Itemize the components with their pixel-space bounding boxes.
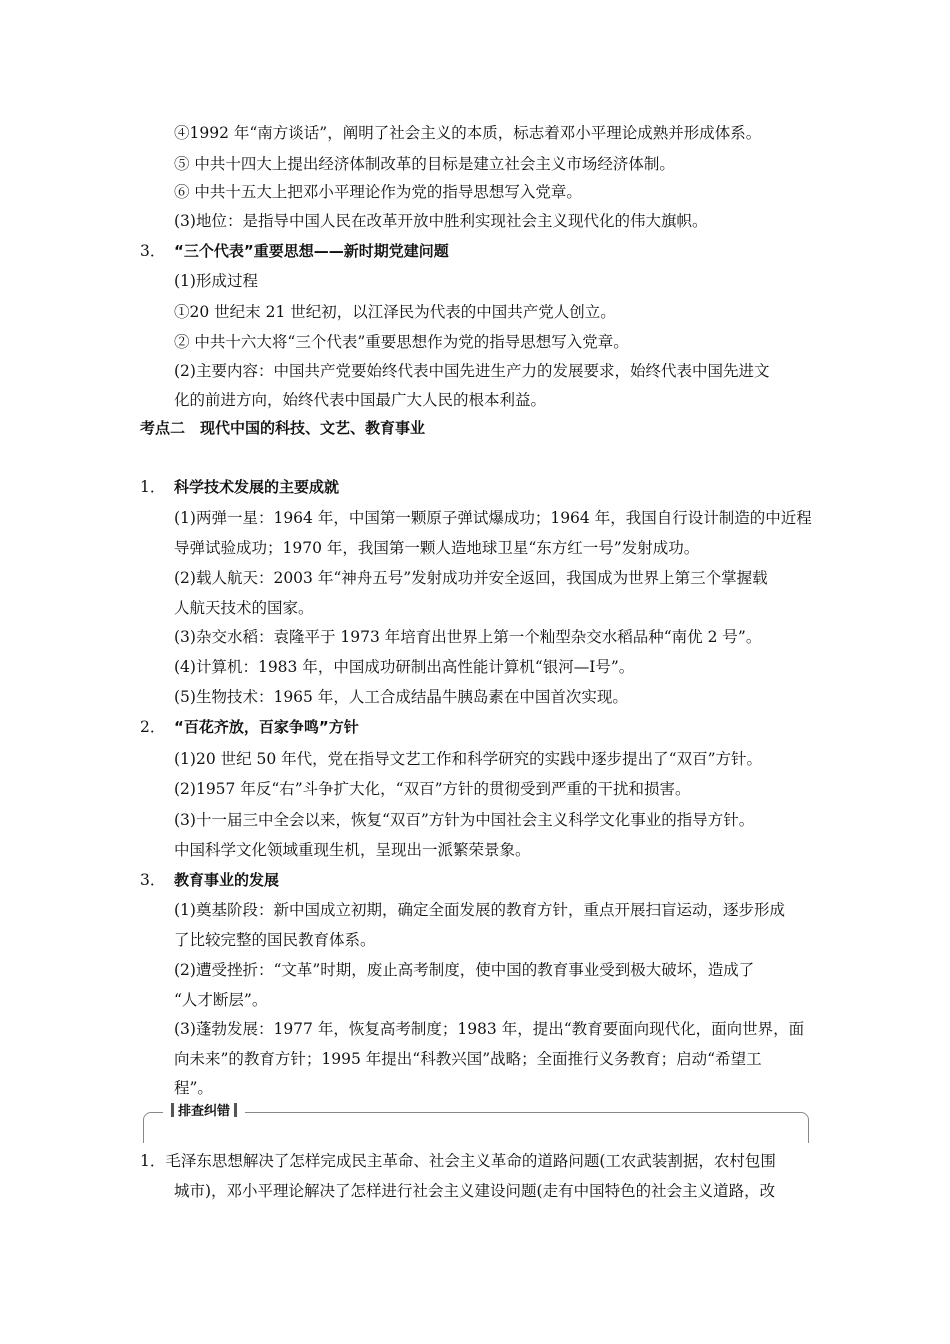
- text-line: (3)杂交水稻：袁隆平于 1973 年培育出世界上第一个籼型杂交水稻品种“南优 2 号”。: [174, 628, 762, 646]
- text-line: (4)计算机：1983 年，中国成功研制出高性能计算机“银河—Ⅰ号”。: [174, 658, 635, 676]
- text-line: ⑥ 中共十五大上把邓小平理论作为党的指导思想写入党章。: [174, 183, 582, 201]
- section-heading: [140, 477, 339, 497]
- section-title: 科学技术发展的主要成就: [174, 478, 340, 496]
- text-line: 了比较完整的国民教育体系。: [174, 931, 376, 949]
- text-line: (2)载人航天：2003 年“神舟五号”发射成功并安全返回，我国成为世界上第三个掌握载: [174, 569, 768, 587]
- text-line: (2)1957 年反“右”斗争扩大化，“双百”方针的贯彻受到严重的干扰和损害。: [174, 780, 691, 798]
- text-line: 程”。: [174, 1079, 213, 1097]
- text-line: (1)两弹一星：1964 年，中国第一颗原子弹试爆成功；1964 年，我国自行设计制造的中近程: [174, 509, 812, 527]
- text-line: ⑤ 中共十四大上提出经济体制改革的目标是建立社会主义市场经济体制。: [174, 155, 675, 173]
- topic-heading: 考点二 现代中国的科技、文艺、教育事业: [140, 419, 426, 437]
- section-number: 2．: [140, 718, 166, 736]
- text-line: ①20 世纪末 21 世纪初，以江泽民为代表的中国共产党人创立。: [174, 303, 616, 321]
- text-line: 人航天技术的国家。: [174, 599, 314, 617]
- text-line: (3)蓬勃发展：1977 年，恢复高考制度；1983 年，提出“教育要面向现代化，面向世界，面: [174, 1020, 805, 1038]
- section-heading: [140, 241, 449, 261]
- error-check-label-text: 排查纠错: [178, 1104, 231, 1119]
- text-line: “人才断层”。: [174, 991, 268, 1009]
- text-line: 向未来”的教育方针；1995 年提出“科教兴国”战略；全面推行义务教育；启动“希望工: [174, 1050, 762, 1068]
- label-bar-left: [171, 1103, 174, 1117]
- text-line: (1)奠基阶段：新中国成立初期，确定全面发展的教育方针，重点开展扫盲运动，逐步形成: [174, 901, 785, 919]
- text-line: 导弹试验成功；1970 年，我国第一颗人造地球卫星“东方红一号”发射成功。: [174, 539, 700, 557]
- text-line: 化的前进方向，始终代表中国最广大人民的根本利益。: [174, 391, 547, 409]
- label-bar-right: [234, 1103, 237, 1117]
- text-line: ② 中共十六大将“三个代表”重要思想作为党的指导思想写入党章。: [174, 333, 629, 351]
- text-line: (5)生物技术：1965 年，人工合成结晶牛胰岛素在中国首次实现。: [174, 688, 628, 706]
- text-line: 1．毛泽东思想解决了怎样完成民主革命、社会主义革命的道路问题(工农武装割据，农村包围: [140, 1152, 776, 1170]
- section-number: 1．: [140, 478, 166, 496]
- text-line: (2)主要内容：中国共产党要始终代表中国先进生产力的发展要求，始终代表中国先进文: [174, 362, 770, 380]
- section-title: “百花齐放，百家争鸣”方针: [174, 718, 359, 736]
- section-heading: [140, 717, 359, 737]
- text-line: (3)十一届三中全会以来，恢复“双百”方针为中国社会主义科学文化事业的指导方针。: [174, 811, 755, 829]
- section-title: 教育事业的发展: [174, 871, 280, 889]
- section-heading: [140, 870, 279, 890]
- text-line: ④1992 年“南方谈话”，阐明了社会主义的本质，标志着邓小平理论成熟并形成体系。: [174, 124, 762, 142]
- text-line: (2)遭受挫折：“文革”时期，废止高考制度，使中国的教育事业受到极大破坏，造成了: [174, 961, 755, 979]
- text-line: (1)形成过程: [174, 272, 258, 290]
- text-line: 城市)，邓小平理论解决了怎样进行社会主义建设问题(走有中国特色的社会主义道路，改: [174, 1182, 776, 1200]
- section-number: 3．: [140, 871, 166, 889]
- section-number: 3．: [140, 242, 166, 260]
- error-check-label: [163, 1102, 245, 1122]
- text-line: (1)20 世纪 50 年代，党在指导文艺工作和科学研究的实践中逐步提出了“双百”方针。: [174, 750, 763, 768]
- text-line: 中国科学文化领域重现生机，呈现出一派繁荣景象。: [174, 841, 531, 859]
- text-line: (3)地位：是指导中国人民在改革开放中胜利实现社会主义现代化的伟大旗帜。: [174, 212, 708, 230]
- section-title: “三个代表”重要思想——新时期党建问题: [174, 242, 449, 260]
